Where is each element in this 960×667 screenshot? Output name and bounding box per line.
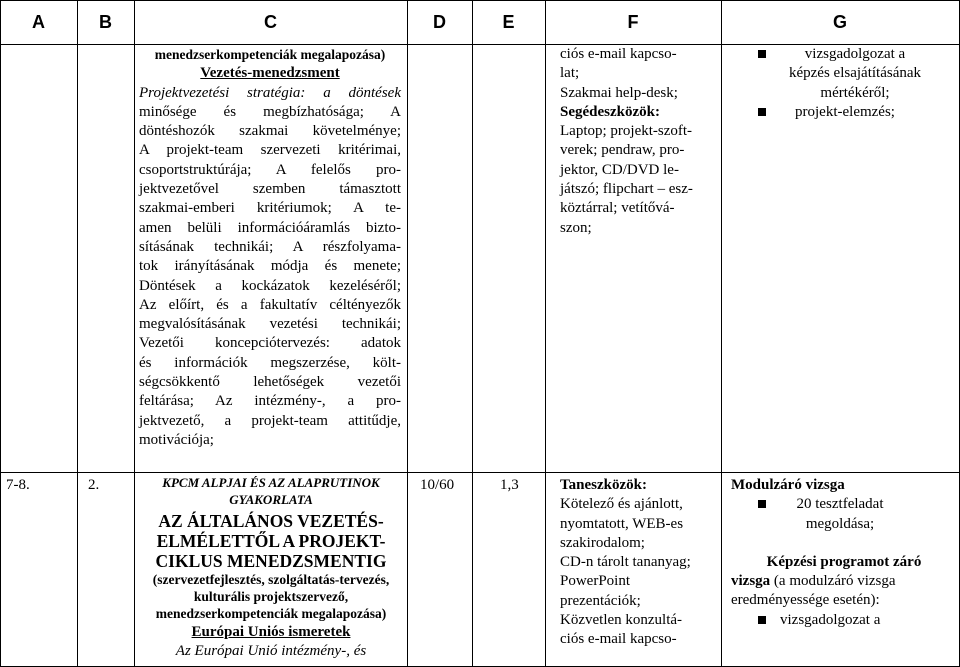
c-eu-section-heading: Európai Uniós ismeretek <box>191 624 351 640</box>
c-italic-title-line: KPCM ALPJAI ÉS AZ ALAPRUTINOK <box>162 475 380 490</box>
c-subtitle-line: menedzserkompetenciák megalapozása) <box>155 606 387 621</box>
c-text-line: feltárása; Az intézmény-, a pro- <box>139 393 401 410</box>
grid-line <box>721 0 722 667</box>
f-text-line: Szakmai help-desk; <box>560 84 678 101</box>
header-col-e: E <box>502 11 515 32</box>
c-subtitle-tail: menedzserkompetenciák megalapozása) <box>154 47 386 62</box>
c-subtitle-line: kulturális projektszervező, <box>193 589 349 604</box>
c-text-line: tok irányításának módja és menete; <box>139 258 401 275</box>
c-text-line: A projekt-team szervezeti kritérimai, <box>139 142 401 159</box>
row2-col-f <box>560 476 720 650</box>
grid-line <box>134 0 135 667</box>
c-text-line: és információk megszerzése, költ- <box>139 354 401 371</box>
c-text-line: döntéshozók szakmai követelménye; <box>139 123 401 140</box>
header-col-a: A <box>32 11 45 32</box>
g-text-line: megoldása; <box>805 515 875 532</box>
grid-line <box>472 0 473 667</box>
c-section-heading: Vezetés-menedzsment <box>200 65 340 82</box>
header-col-f: F <box>627 11 639 32</box>
g-text-line: projekt-elemzés; <box>795 103 895 120</box>
g-text-line: vizsga (a modulzáró vizsga <box>731 573 896 590</box>
g-text-line: vizsgadolgozat a <box>804 46 906 62</box>
f-text-line: szakirodalom; <box>560 534 645 551</box>
c-text-line: csoportstruktúrája; A felelős pro- <box>139 161 401 178</box>
c-text-line: amen belüli információáramlás bizto- <box>139 219 401 236</box>
f-text-line: ciós e-mail kapcso- <box>560 631 677 648</box>
row2-col-d: 10/60 <box>420 477 455 493</box>
f-text-line: ciós e-mail kapcso- <box>560 46 677 62</box>
header-col-g: G <box>832 11 847 32</box>
f-teaching-tools-label: Taneszközök: <box>560 477 647 493</box>
f-text-line: Kötelező és ajánlott, <box>560 496 683 513</box>
grid-line <box>0 472 960 473</box>
f-text-line: játszó; flipchart – esz- <box>560 181 693 198</box>
c-text-line: megvalósításának vezetési technikái; <box>139 316 401 333</box>
row2-col-g <box>731 476 957 630</box>
row1-col-f <box>560 45 720 238</box>
grid-line <box>545 0 546 667</box>
square-bullet-icon <box>758 616 766 624</box>
square-bullet-icon <box>758 108 766 116</box>
g-bullet-item <box>758 611 957 630</box>
c-italic-title-line: GYAKORLATA <box>229 492 313 507</box>
c-main-title-line: CIKLUS MENEDZSMENTIG <box>155 551 387 571</box>
f-text-line: Közvetlen konzultá- <box>560 612 683 629</box>
c-text-line: jektvezető, a projekt-team attitűdje, <box>139 412 401 429</box>
f-text-line: prezentációk; <box>560 592 641 609</box>
c-text-line: motivációja; <box>139 431 214 448</box>
grid-line <box>0 0 1 667</box>
g-text-line: mértékéről; <box>820 84 890 101</box>
c-italic-last-line: Az Európai Unió intézmény-, és <box>175 643 367 660</box>
c-text-line: sításának technikái; A részfolyama- <box>139 238 401 255</box>
row2-col-e: 1,3 <box>500 477 519 493</box>
row2-col-c <box>136 474 406 662</box>
f-text-line: lat; <box>560 65 580 82</box>
c-text-line: Döntések a kockázatok kezeléséről; <box>139 277 401 294</box>
row2-col-a: 7-8. <box>6 477 30 493</box>
c-main-title-line: AZ ÁLTALÁNOS VEZETÉS- <box>158 511 384 531</box>
f-text-line: nyomtatott, WEB-es <box>560 515 684 532</box>
f-text-line: jektor, CD/DVD le- <box>560 161 679 178</box>
c-text-line: ségcsökkentő lehetőségek vezetői <box>139 374 401 391</box>
row2-col-b: 2. <box>88 477 100 493</box>
row1-col-c <box>139 45 401 450</box>
g-text-line: képzés elsajátításának <box>788 65 922 82</box>
f-text-line: köztárral; vetítővá- <box>560 200 675 217</box>
c-main-title-line: ELMÉLETTŐL A PROJEKT- <box>156 531 386 551</box>
header-col-c: C <box>264 11 277 32</box>
c-text-line: minősége és megbízhatósága; A <box>139 103 401 120</box>
c-subtitle-line: (szervezetfejlesztés, szolgáltatás-tervezés, <box>152 572 390 587</box>
header-col-d: D <box>433 11 446 32</box>
grid-line <box>77 0 78 667</box>
g-text-line: 20 tesztfeladat <box>796 496 884 513</box>
f-tools-label: Segédeszközök: <box>560 103 660 120</box>
c-text-line: Projektvezetési stratégia: a döntések <box>139 84 401 101</box>
f-text-line: Laptop; projekt-szoft- <box>560 123 693 140</box>
g-bullet-item <box>758 45 956 103</box>
f-text-line: verek; pendraw, pro- <box>560 142 685 159</box>
g-bullet-item <box>758 495 957 534</box>
row1-col-g <box>758 45 956 122</box>
g-final-exam-label: Képzési programot záró <box>766 553 922 570</box>
g-text-line: vizsgadolgozat a <box>780 611 881 628</box>
grid-line <box>407 0 408 667</box>
g-text-line: eredményessége esetén): <box>731 592 880 609</box>
square-bullet-icon <box>758 50 766 58</box>
c-text-line: Az előírt, és a fakultatív céltényezők <box>139 296 401 313</box>
g-bullet-item <box>758 103 956 122</box>
f-text-line: CD-n tárolt tananyag; <box>560 554 691 571</box>
g-module-exam-label: Modulzáró vizsga <box>731 477 845 493</box>
c-text-line: szakmai-emberi kritériumok; A te- <box>139 200 401 217</box>
header-col-b: B <box>99 11 112 32</box>
c-text-line: jektvezetővel szemben támasztott <box>139 181 401 198</box>
c-text-line: Vezetői koncepciótervezés: adatok <box>139 335 401 352</box>
f-text-line: szon; <box>560 219 592 236</box>
f-text-line: PowerPoint <box>560 573 631 590</box>
square-bullet-icon <box>758 500 766 508</box>
